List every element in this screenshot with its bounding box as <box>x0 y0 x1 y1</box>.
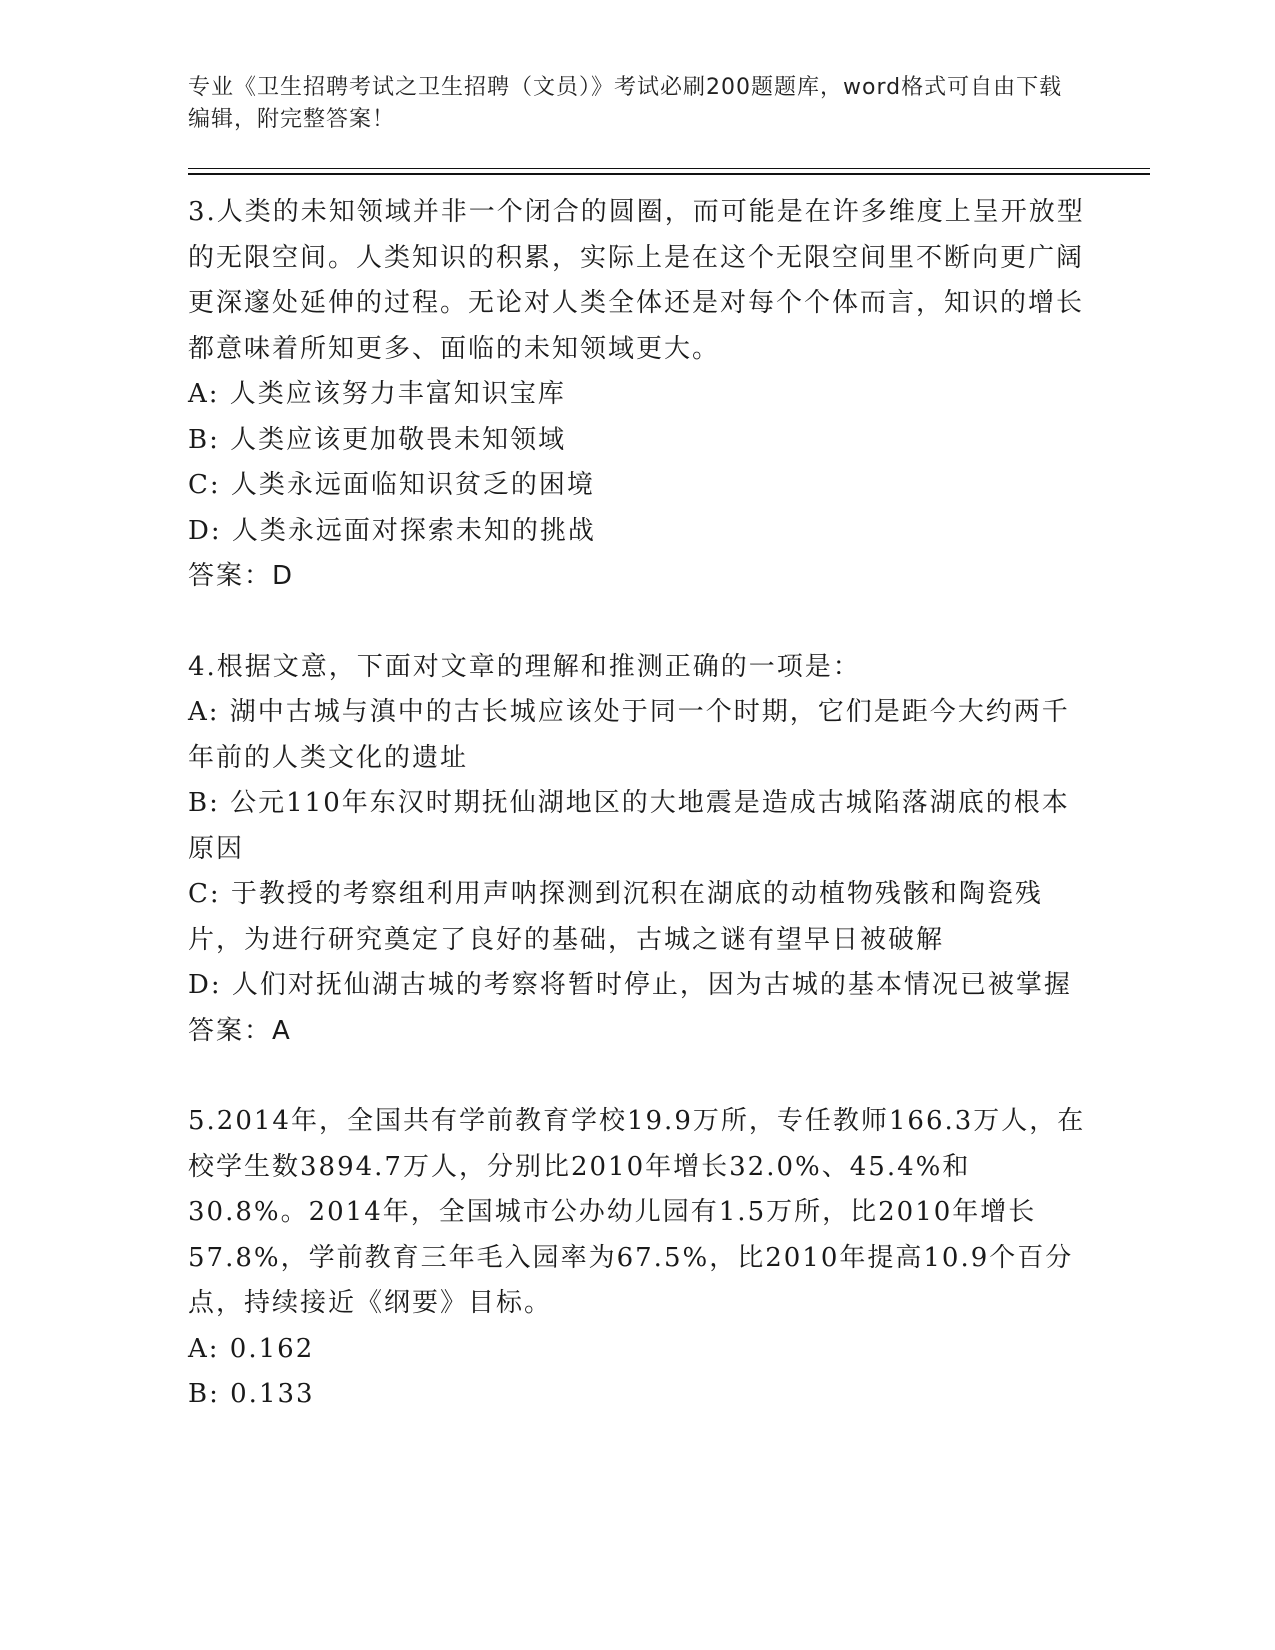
question-5 <box>188 1099 1088 1418</box>
question-4 <box>188 645 1088 1055</box>
option-b: B: 0.133 <box>188 1379 315 1409</box>
question-stem: 5.2014年，全国共有学前教育学校19.9万所，专任教师166.3万人，在校学生数3894.7万人，分别比2010年增长32.0%、45.4%和30.8%。2014年，全国城市公办幼儿园有1.5万所，比2010年增长57.8%，学前教育三年毛入园率为67.5%，比2010年提高10.9个百分点，持续接近《纲要》目标。 <box>188 1106 1086 1318</box>
header-rule-thick <box>188 173 1150 175</box>
option-d: D: 人们对抚仙湖古城的考察将暂时停止，因为古城的基本情况已被掌握 <box>188 970 1072 1000</box>
answer-label: 答案：D <box>188 561 295 591</box>
option-d: D: 人类永远面对探索未知的挑战 <box>188 515 596 546</box>
header-rule-thin <box>188 168 1150 169</box>
answer-label: 答案：A <box>188 1015 292 1046</box>
questions-list <box>188 190 1088 1463</box>
question-3 <box>188 190 1088 600</box>
question-stem: 4.根据文意，下面对文章的理解和推测正确的一项是： <box>188 651 861 682</box>
document-header <box>188 72 1068 136</box>
option-c: C: 人类永远面临知识贫乏的困境 <box>188 470 595 500</box>
document-title: 专业《卫生招聘考试之卫生招聘（文员）》考试必刷200题题库，word格式可自由下载编辑，附完整答案！ <box>188 75 1063 132</box>
option-c: C: 于教授的考察组利用声呐探测到沉积在湖底的动植物残骸和陶瓷残片，为进行研究奠定了良好的基础，古城之谜有望早日被破解 <box>188 879 1043 955</box>
option-b: B: 公元110年东汉时期抚仙湖地区的大地震是造成古城陷落湖底的根本原因 <box>188 788 1070 864</box>
option-a: A: 0.162 <box>188 1333 315 1364</box>
option-a: A: 人类应该努力丰富知识宝库 <box>188 379 566 409</box>
option-a: A: 湖中古城与滇中的古长城应该处于同一个时期，它们是距今大约两千年前的人类文化的遗址 <box>188 697 1070 773</box>
question-stem: 3.人类的未知领域并非一个闭合的圆圈，而可能是在许多维度上呈开放型的无限空间。人类知识的积累，实际上是在这个无限空间里不断向更广阔更深邃处延伸的过程。无论对人类全体还是对每个个体而言，知识的增长都意味着所知更多、面临的未知领域更大。 <box>188 197 1085 364</box>
option-b: B: 人类应该更加敬畏未知领域 <box>188 424 567 455</box>
